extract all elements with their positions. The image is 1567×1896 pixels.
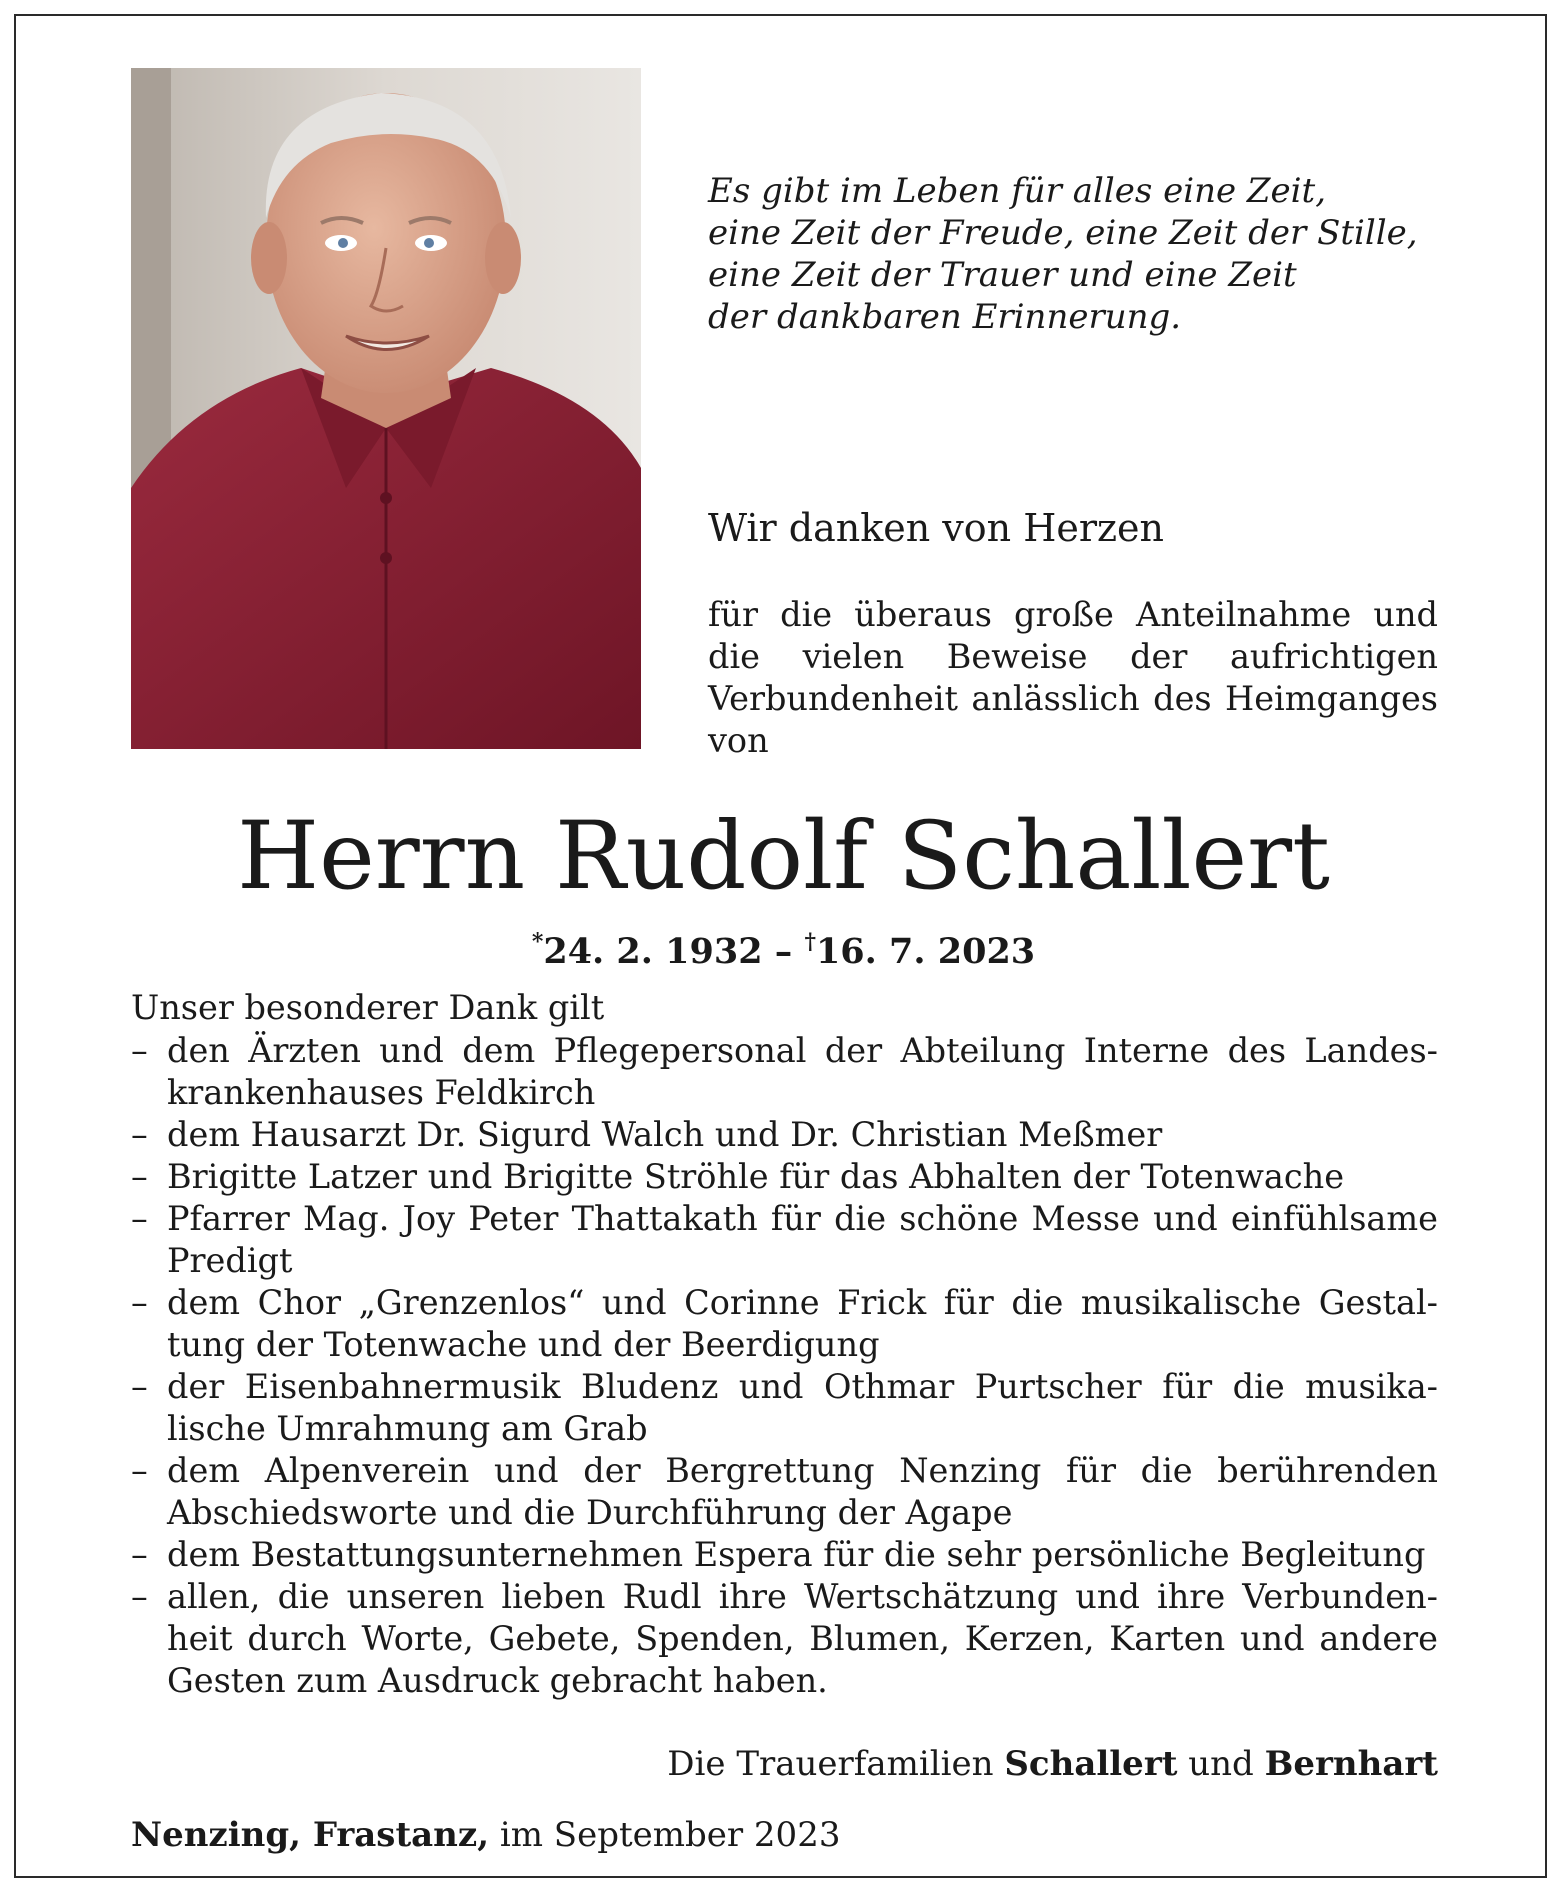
signature-families (667, 1743, 1438, 1785)
quote-line: eine Zeit der Trauer und eine Zeit (708, 255, 1297, 295)
list-item-text: dem Bestattungsunternehmen Espera für die sehr persönliche Begleitung (167, 1535, 1426, 1574)
list-dash: – (131, 1451, 148, 1490)
list-item-text: dem Alpenverein und der Bergrettung Nenzing für die berührenden Abschiedsworte und die Durchführung der Agape (167, 1451, 1438, 1532)
list-item-text: allen, die unseren lieben Rudl ihre Wertschätzung und ihre Verbunden-heit durch Worte, Gebete, Spenden, Blumen, Kerzen, Karten und andere Gesten zum Ausdruck gebracht haben. (167, 1577, 1438, 1700)
list-dash: – (131, 1535, 148, 1574)
quote-line: der dankbaren Erinnerung. (708, 297, 1182, 337)
list-dash: – (131, 1157, 148, 1196)
birth-symbol: * (531, 929, 544, 955)
list-item (131, 1450, 1438, 1534)
list-item (131, 1114, 1438, 1156)
list-item (131, 1156, 1438, 1198)
list-dash: – (131, 1577, 148, 1616)
list-item-text: Brigitte Latzer und Brigitte Ströhle für das Abhalten der Totenwache (167, 1157, 1345, 1196)
deceased-name: Herrn Rudolf Schallert (237, 802, 1330, 911)
special-thanks-list (131, 1030, 1438, 1702)
list-dash: – (131, 1115, 148, 1154)
places: Nenzing, Frastanz, (131, 1815, 490, 1855)
list-item-text: den Ärzten und dem Pflegepersonal der Abteilung Interne des Landes-krankenhauses Feldkirch (167, 1031, 1438, 1112)
thanks-intro: für die überaus große Anteilnahme und die vielen Beweise der aufrichtigen Verbundenheit anlässlich des Heimganges von (708, 595, 1438, 760)
list-dash: – (131, 1367, 148, 1406)
list-item (131, 1366, 1438, 1450)
portrait-photo (131, 68, 641, 749)
list-item (131, 1030, 1438, 1114)
date-separator: – (762, 931, 805, 972)
list-item-text: dem Hausarzt Dr. Sigurd Walch und Dr. Christian Meßmer (167, 1115, 1163, 1154)
list-item-text: der Eisenbahnermusik Bludenz und Othmar Purtscher für die musika-lische Umrahmung am Grab (167, 1367, 1438, 1448)
list-dash: – (131, 1031, 148, 1070)
quote-poem (708, 170, 1418, 338)
list-dash: – (131, 1199, 148, 1238)
list-item-text: Pfarrer Mag. Joy Peter Thattakath für die schöne Messe und einfühlsame Predigt (167, 1199, 1438, 1280)
quote-line: eine Zeit der Freude, eine Zeit der Stille, (708, 213, 1418, 253)
special-thanks-heading: Unser besonderer Dank gilt (131, 988, 605, 1027)
date-text: im September 2023 (489, 1815, 841, 1855)
place-date (131, 1814, 840, 1856)
death-date: 16. 7. 2023 (815, 931, 1036, 972)
birth-date: 24. 2. 1932 (543, 931, 763, 972)
list-item (131, 1282, 1438, 1366)
signature-conj: und (1177, 1744, 1265, 1784)
thanks-heading: Wir danken von Herzen (708, 506, 1164, 550)
death-symbol: † (804, 929, 816, 955)
family-name-2: Bernhart (1264, 1744, 1438, 1784)
quote-line: Es gibt im Leben für alles eine Zeit, (708, 171, 1327, 211)
list-item (131, 1534, 1438, 1576)
signature-prefix: Die Trauerfamilien (667, 1744, 1005, 1784)
list-item (131, 1576, 1438, 1702)
portrait-illustration (131, 68, 641, 749)
life-dates (0, 920, 1567, 974)
family-name-1: Schallert (1004, 1744, 1178, 1784)
list-item-text: dem Chor „Grenzenlos“ und Corinne Frick für die musikalische Gestal-tung der Totenwache und der Beerdigung (167, 1283, 1438, 1364)
list-dash: – (131, 1283, 148, 1322)
list-item (131, 1198, 1438, 1282)
